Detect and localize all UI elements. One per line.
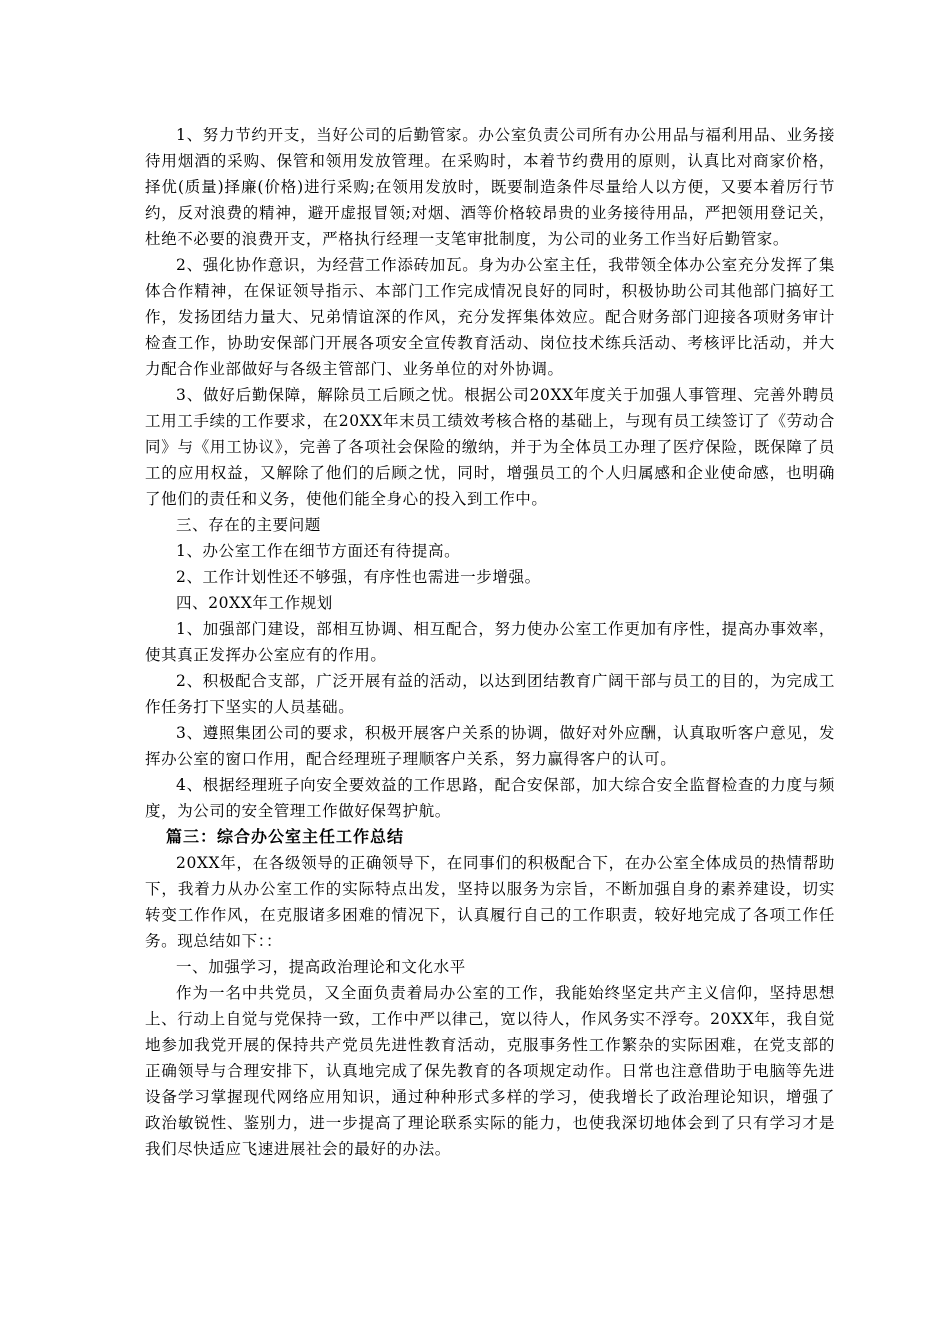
section-heading: 篇三：综合办公室主任工作总结	[166, 827, 405, 846]
paragraph-study: 作为一名中共党员，又全面负责着局办公室的工作，我能始终坚定共产主义信仰，坚持思想上、行动上自觉与党保持一致，工作中严以律己，宽以待人，作风务实不浮夸。20XX年，我自觉地参加我党开展的保持共产党员先进性教育活动，克服事务性工作繁杂的实际困难，在党支部的正确领导与合理安排下，认真地完成了保先教育的各项规定动作。日常也注意借助于电脑等先进设备学习掌握现代网络应用知识，通过种种形式多样的学习，使我增长了政治理论知识，增强了政治敏锐性、鉴别力，进一步提高了理论联系实际的能力，也使我深切地体会到了只有学习才是我们尽快适应飞速进展社会的最好的办法。	[145, 984, 835, 1158]
plan-item-2: 2、积极配合支部，广泛开展有益的活动，以达到团结教育广阔干部与员工的目的，为完成工作任务打下坚实的人员基础。	[145, 672, 835, 716]
problem-item-1: 1、办公室工作在细节方面还有待提高。	[176, 542, 461, 560]
paragraph-cooperation: 2、强化协作意识，为经营工作添砖加瓦。身为办公室主任，我带领全体办公室充分发挥了集体合作精神，在保证领导指示、本部门工作完成情况良好的同时，积极协助公司其他部门搞好工作，发扬团结力量大、兄弟情谊深的作风，充分发挥集体效应。配合财务部门迎接各项财务审计检查工作，协助安保部门开展各项安全宣传教育活动、岗位技术练兵活动、考核评比活动，并大力配合作业部做好与各级主管部门、业务单位的对外协调。	[145, 256, 835, 378]
subheading-study: 一、加强学习，提高政治理论和文化水平	[176, 958, 466, 976]
problem-item-2: 2、工作计划性还不够强，有序性也需进一步增强。	[176, 568, 541, 586]
paragraph-intro: 20XX年，在各级领导的正确领导下，在同事们的积极配合下，在办公室全体成员的热情帮助下，我着力从办公室工作的实际特点出发，坚持以服务为宗旨，不断加强自身的素养建设，切实转变工作作风，在克服诸多困难的情况下，认真履行自己的工作职责，较好地完成了各项工作任务。现总结如下：：	[145, 854, 835, 950]
paragraph-logistics: 3、做好后勤保障，解除员工后顾之忧。根据公司20XX年度关于加强人事管理、完善外聘员工用工手续的工作要求，在20XX年末员工绩效考核合格的基础上，与现有员工续签订了《劳动合同》与《用工协议》，完善了各项社会保险的缴纳，并于为全体员工办理了医疗保险，既保障了员工的应用权益，又解除了他们的后顾之忧，同时，增强员工的个人归属感和企业使命感，也明确了他们的责任和义务，使他们能全身心的投入到工作中。	[145, 386, 835, 508]
paragraph-cost-saving: 1、努力节约开支，当好公司的后勤管家。办公室负责公司所有办公用品与福利用品、业务接待用烟酒的采购、保管和领用发放管理。在采购时，本着节约费用的原则，认真比对商家价格，择优(质量)择廉(价格)进行采购;在领用发放时，既要制造条件尽量给人以方便，又要本着厉行节约，反对浪费的精神，避开虚报冒领;对烟、酒等价格较昂贵的业务接待用品，严把领用登记关，杜绝不必要的浪费开支，严格执行经理一支笔审批制度，为公司的业务工作当好后勤管家。	[145, 126, 835, 248]
plan-item-3: 3、遵照集团公司的要求，积极开展客户关系的协调，做好对外应酬，认真取听客户意见，发挥办公室的窗口作用，配合经理班子理顺客户关系，努力赢得客户的认可。	[145, 724, 835, 768]
subheading-main-problems: 三、存在的主要问题	[176, 516, 321, 534]
plan-item-1: 1、加强部门建设，部相互协调、相互配合，努力使办公室工作更加有序性，提高办事效率，使其真正发挥办公室应有的作用。	[145, 620, 835, 664]
document-page	[145, 122, 835, 1162]
plan-item-4: 4、根据经理班子向安全要效益的工作思路，配合安保部，加大综合安全监督检查的力度与频度，为公司的安全管理工作做好保驾护航。	[145, 776, 835, 820]
subheading-work-plan: 四、20XX年工作规划	[176, 594, 333, 612]
